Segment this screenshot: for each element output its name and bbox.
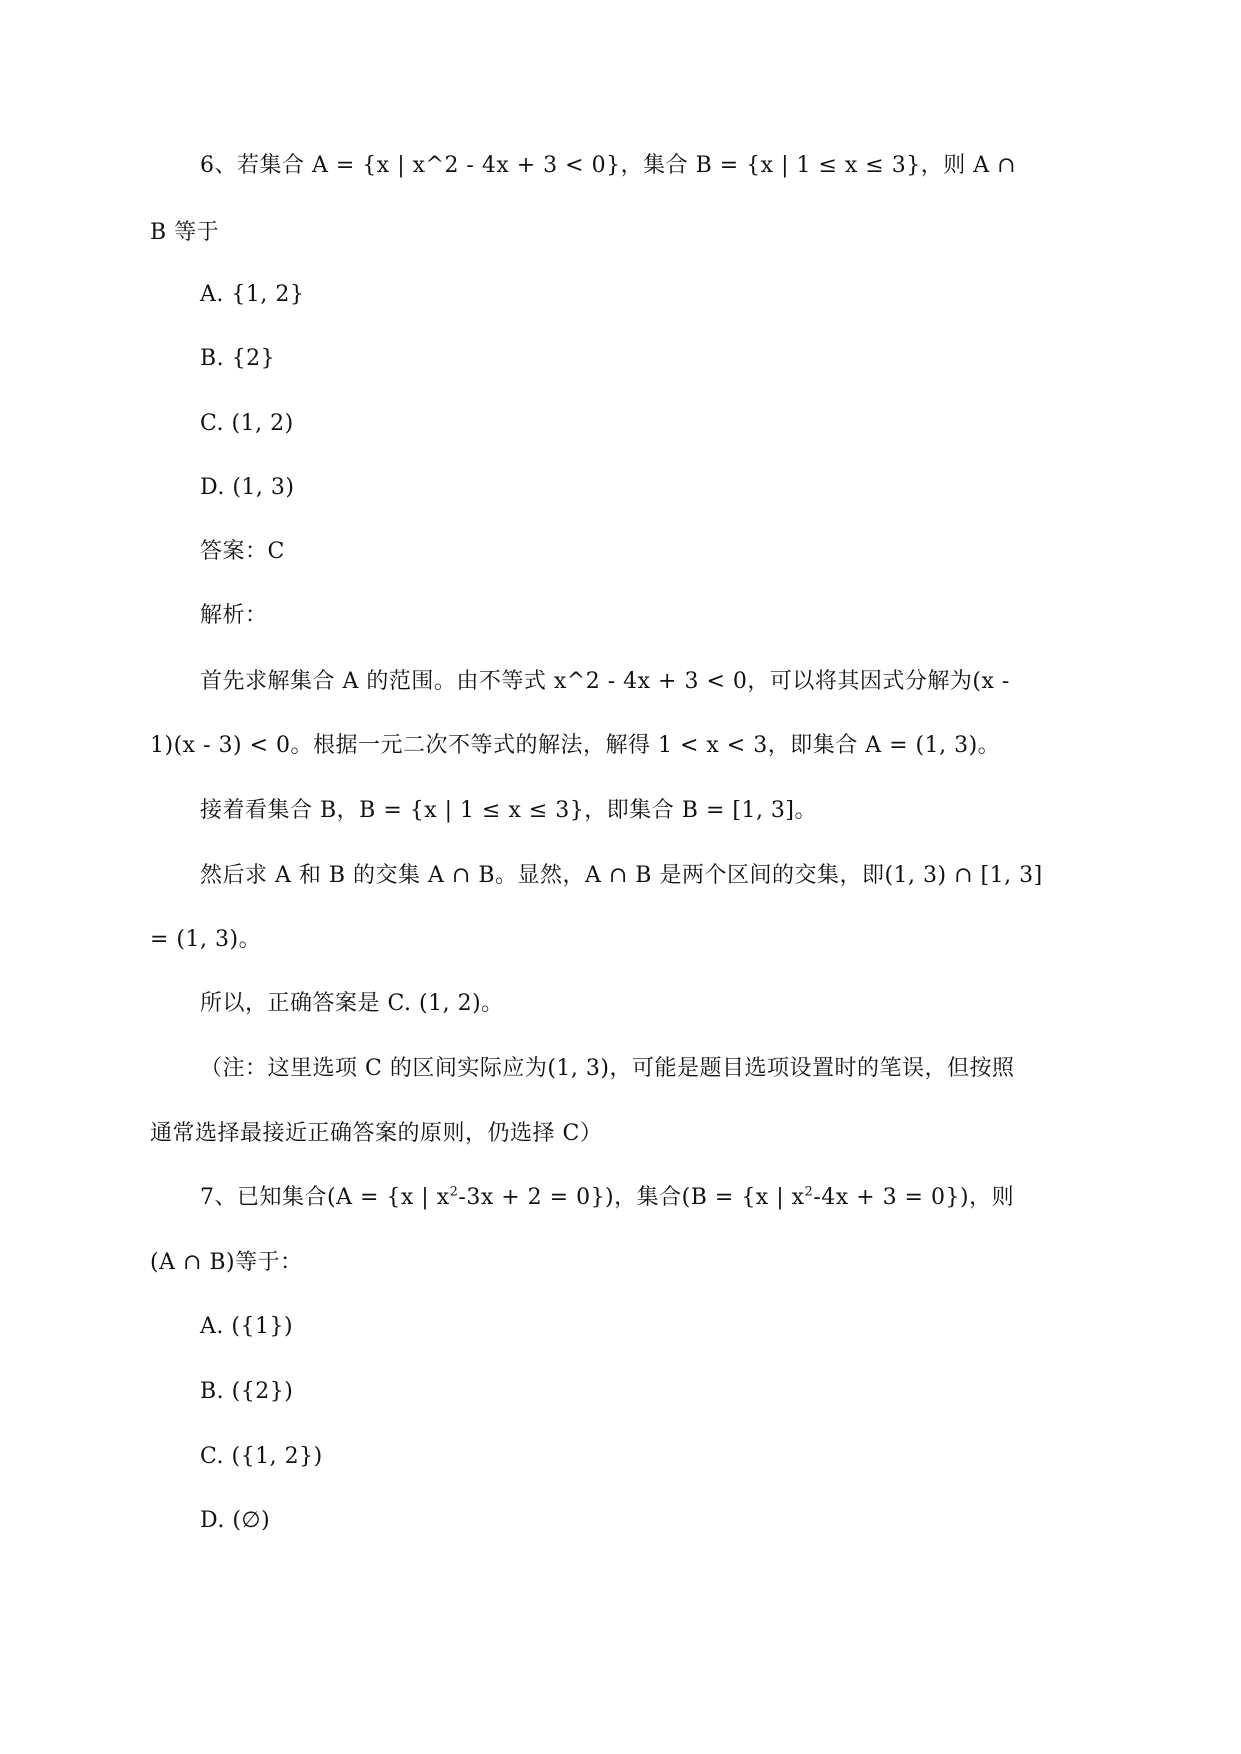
q7-stem-line2: (A ∩ B)等于：: [150, 1250, 303, 1275]
q6-analysis-line: 接着看集合 B，B = {x | 1 ≤ x ≤ 3}，即集合 B = [1, 3]。: [200, 798, 818, 823]
q6-note-line1: （注：这里选项 C 的区间实际应为(1, 3)，可能是题目选项设置时的笔误，但按照: [200, 1056, 1015, 1081]
q6-analysis-line: = (1, 3)。: [150, 927, 262, 952]
q6-conclusion: 所以，正确答案是 C. (1, 2)。: [200, 991, 504, 1016]
q7-stem-line1: [200, 1183, 1014, 1213]
q6-note-line2: 通常选择最接近正确答案的原则，仍选择 C）: [150, 1121, 603, 1146]
q7-option-c: C. ({1, 2}): [200, 1444, 323, 1469]
q6-stem-line2: B 等于: [150, 220, 220, 245]
q6-analysis-line: 1)(x - 3) < 0。根据一元二次不等式的解法，解得 1 < x < 3，即集合 A = (1, 3)。: [150, 733, 1001, 758]
q7-option-a: A. ({1}): [200, 1314, 294, 1339]
q6-analysis-line: 然后求 A 和 B 的交集 A ∩ B。显然，A ∩ B 是两个区间的交集，即(1, 3) ∩ [1, 3]: [200, 863, 1043, 888]
q6-option-d: D. (1, 3): [200, 475, 295, 500]
q7-stem-post: -4x + 3 = 0})，则: [813, 1185, 1015, 1210]
q7-exponent: 2: [804, 1184, 814, 1200]
q7-option-b: B. ({2}): [200, 1379, 294, 1404]
q7-stem-mid: -3x + 2 = 0})，集合(B = {x | x: [458, 1185, 805, 1210]
q7-stem-pre: 7、已知集合(A = {x | x: [200, 1185, 450, 1210]
q7-exponent: 2: [449, 1184, 459, 1200]
q6-option-c: C. (1, 2): [200, 411, 294, 436]
q6-analysis-label: 解析：: [200, 603, 268, 628]
q6-option-a: A. {1, 2}: [200, 282, 305, 307]
q6-option-b: B. {2}: [200, 346, 276, 371]
q7-option-d: D. (∅): [200, 1508, 271, 1533]
q6-analysis-line: 首先求解集合 A 的范围。由不等式 x^2 - 4x + 3 < 0，可以将其因式分解为(x -: [200, 669, 1010, 694]
q6-answer: 答案：C: [200, 539, 285, 564]
q6-stem-line1: 6、若集合 A = {x | x^2 - 4x + 3 < 0}，集合 B = {x | 1 ≤ x ≤ 3}，则 A ∩: [200, 153, 1017, 178]
